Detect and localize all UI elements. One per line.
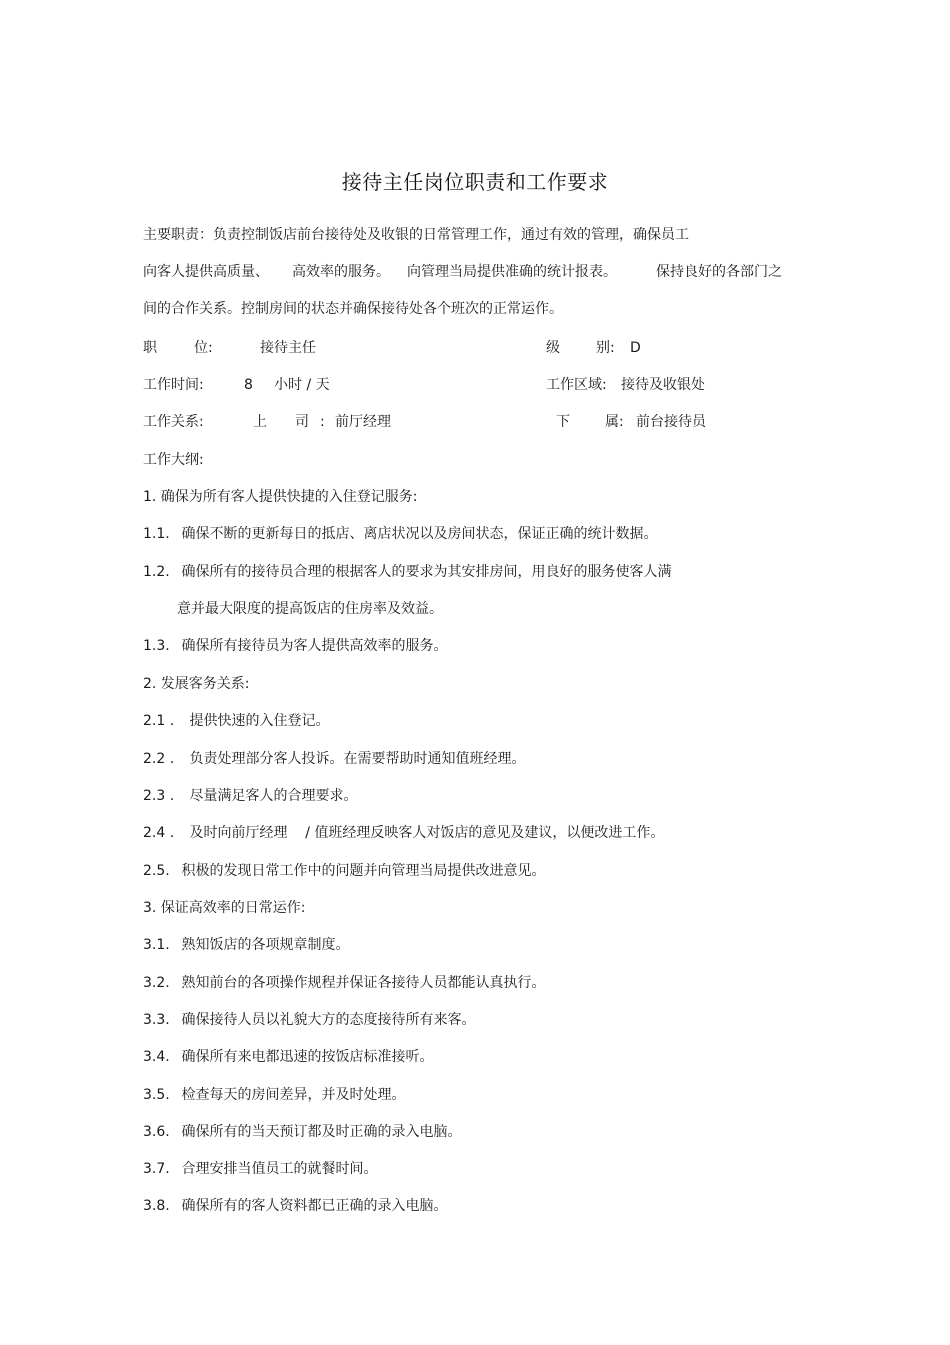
work-relation-label: 工作关系:	[143, 414, 204, 430]
level-value: D	[630, 340, 641, 356]
item-number: 2.5.	[143, 863, 170, 879]
item-text: 负责处理部分客人投诉。在需要帮助时通知值班经理。	[189, 751, 526, 767]
document-title: 接待主任岗位职责和工作要求	[341, 170, 609, 194]
level-label-char-1: 级	[546, 340, 560, 356]
position-label-char-2: 位:	[194, 340, 213, 356]
item-number: 2.1 .	[143, 713, 175, 729]
duties-line-1: 主要职责：负责控制饭店前台接待处及收银的日常管理工作，通过有效的管理，确保员工	[143, 227, 689, 243]
section-1-heading: 1. 确保为所有客人提供快捷的入住登记服务:	[143, 489, 418, 505]
work-time-label: 工作时间:	[143, 377, 204, 393]
item-number: 3.2.	[143, 975, 170, 991]
item-number: 2.4 .	[143, 825, 175, 841]
duties-line-3: 间的合作关系。控制房间的状态并确保接待处各个班次的正常运作。	[143, 301, 563, 317]
item-text: 合理安排当值员工的就餐时间。	[181, 1161, 378, 1177]
item-text: 确保所有的接待员合理的根据客人的要求为其安排房间，用良好的服务使客人满	[181, 564, 672, 580]
level-label-char-2: 别:	[596, 340, 615, 356]
section-2-heading: 2. 发展客务关系:	[143, 676, 250, 692]
item-number: 3.3.	[143, 1012, 170, 1028]
list-item	[143, 1196, 447, 1216]
list-item	[143, 861, 545, 881]
item-text: 熟知前台的各项操作规程并保证各接待人员都能认真执行。	[181, 975, 546, 991]
item-text: 确保所有的当天预订都及时正确的录入电脑。	[181, 1124, 462, 1140]
item-number: 1.3.	[143, 638, 170, 654]
item-number: 2.3 .	[143, 788, 175, 804]
list-item	[143, 636, 447, 656]
list-item	[143, 1085, 405, 1105]
position-label-char-1: 职	[143, 340, 157, 356]
item-text-continuation: 意并最大限度的提高饭店的住房率及效益。	[177, 601, 443, 617]
subordinate-value: 前台接待员	[636, 414, 706, 430]
duties-line-2-part-a: 向客人提供高质量、	[143, 264, 269, 280]
list-item	[143, 973, 545, 993]
superior-label-char-2: 司	[295, 414, 309, 430]
duties-line-2-part-b: 高效率的服务。	[292, 264, 390, 280]
list-item	[143, 1122, 461, 1142]
item-number: 3.8.	[143, 1198, 170, 1214]
list-item	[143, 823, 664, 843]
outline-label: 工作大纲:	[143, 452, 204, 468]
list-item	[143, 524, 657, 544]
work-area-value: 接待及收银处	[621, 377, 705, 393]
list-item	[143, 1159, 377, 1179]
item-number: 1.1.	[143, 526, 170, 542]
item-number: 1.2.	[143, 564, 170, 580]
item-number: 3.6.	[143, 1124, 170, 1140]
work-area-label: 工作区域:	[546, 377, 607, 393]
item-text: 确保所有来电都迅速的按饭店标准接听。	[181, 1049, 434, 1065]
item-text: 确保所有接待员为客人提供高效率的服务。	[181, 638, 448, 654]
work-time-hours: 8	[244, 377, 253, 393]
item-text: 熟知饭店的各项规章制度。	[181, 937, 350, 953]
list-item	[143, 562, 671, 582]
item-text: 确保接待人员以礼貌大方的态度接待所有来客。	[181, 1012, 476, 1028]
position-value: 接待主任	[260, 340, 316, 356]
list-item	[143, 749, 525, 769]
item-number: 3.5.	[143, 1087, 170, 1103]
item-text: 积极的发现日常工作中的问题并向管理当局提供改进意见。	[181, 863, 546, 879]
duties-line-2	[143, 262, 269, 282]
item-number: 3.4.	[143, 1049, 170, 1065]
item-text: 尽量满足客人的合理要求。	[189, 788, 358, 804]
list-item	[143, 935, 349, 955]
item-number: 3.7.	[143, 1161, 170, 1177]
item-number: 3.1.	[143, 937, 170, 953]
item-text: 确保不断的更新每日的抵店、离店状况以及房间状态，保证正确的统计数据。	[181, 526, 658, 542]
work-time-unit: 小时 / 天	[274, 377, 330, 393]
item-text: 及时向前厅经理 / 值班经理反映客人对饭店的意见及建议，以便改进工作。	[189, 825, 665, 841]
subordinate-label-char-1: 下	[556, 414, 570, 430]
list-item	[143, 786, 357, 806]
item-text: 提供快速的入住登记。	[189, 713, 330, 729]
duties-line-2-part-d: 保持良好的各部门之	[656, 264, 782, 280]
superior-colon: :	[320, 414, 325, 430]
item-text: 检查每天的房间差异，并及时处理。	[181, 1087, 406, 1103]
item-number: 2.2 .	[143, 751, 175, 767]
superior-label-char-1: 上	[253, 414, 267, 430]
subordinate-label-char-2: 属:	[605, 414, 624, 430]
list-item	[143, 711, 329, 731]
duties-line-2-part-c: 向管理当局提供准确的统计报表。	[407, 264, 617, 280]
list-item	[143, 1010, 475, 1030]
section-3-heading: 3. 保证高效率的日常运作:	[143, 900, 306, 916]
superior-value: 前厅经理	[335, 414, 391, 430]
item-text: 确保所有的客人资料都已正确的录入电脑。	[181, 1198, 448, 1214]
list-item	[143, 1047, 433, 1067]
